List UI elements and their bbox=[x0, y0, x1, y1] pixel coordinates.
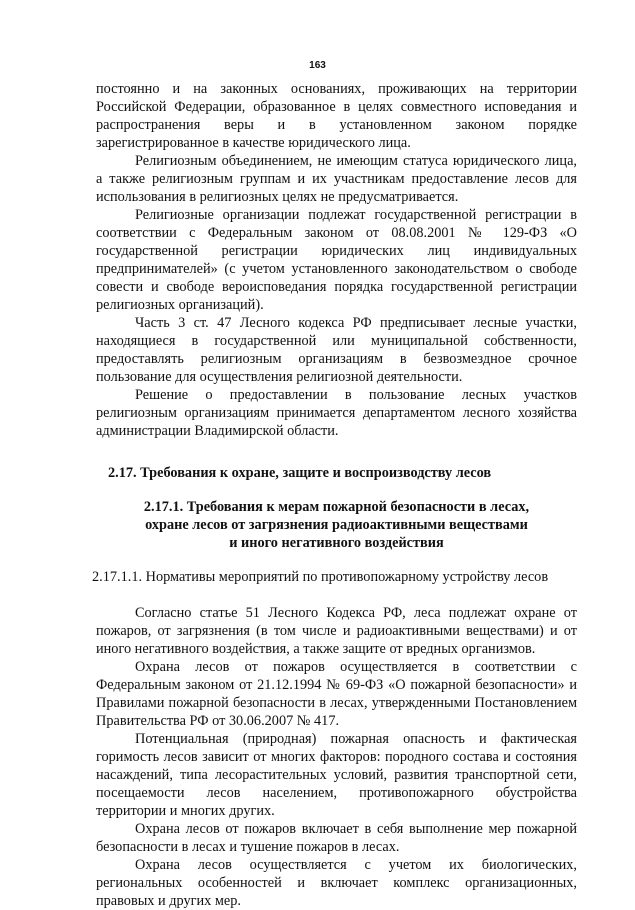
paragraph: Часть 3 ст. 47 Лесного кодекса РФ предписывает лесные участки, находящиеся в государственной или муниципальной собственности, предоставлять религиозным организациям в безвозмездное срочное пользование для осуществления религиозной деятельности. bbox=[96, 315, 577, 385]
paragraph-group-before bbox=[96, 80, 577, 440]
paragraph: Охрана лесов от пожаров осуществляется в соответствии с Федеральным законом от 21.12.1994 № 69-ФЗ «О пожарной безопасности» и Правилами пожарной безопасности в лесах, утвержденными Постановлением Правительства РФ от 30.06.2007 № 417. bbox=[96, 659, 577, 729]
paragraph: Согласно статье 51 Лесного Кодекса РФ, леса подлежат охране от пожаров, от загрязнения (в том числе и радиоактивными веществами) и от иного негативного воздействия, а также защите от вредных организмов. bbox=[96, 605, 577, 657]
paragraph: Потенциальная (природная) пожарная опасность и фактическая горимость лесов зависит от многих факторов: породного состава и состояния насаждений, типа лесорастительных условий, развития транспортной сети, посещаемости лесов населением, противопожарного обустройства территории и многих других. bbox=[96, 731, 577, 819]
subsection-heading-line: охране лесов от загрязнения радиоактивными веществами bbox=[145, 517, 528, 533]
paragraph: Решение о предоставлении в пользование лесных участков религиозным организациям принимается департаментом лесного хозяйства администрации Владимирской области. bbox=[96, 387, 577, 439]
subsection-heading-line: и иного негативного воздействия bbox=[229, 535, 444, 551]
subsection-heading-line: 2.17.1. Требования к мерам пожарной безопасности в лесах, bbox=[143, 499, 530, 515]
page-number: 163 bbox=[309, 60, 326, 71]
document-body bbox=[92, 80, 577, 910]
subsection-heading bbox=[96, 498, 577, 552]
section-heading: 2.17. Требования к охране, защите и воспроизводству лесов bbox=[108, 465, 492, 481]
paragraph: Религиозным объединением, не имеющим статуса юридического лица, а также религиозным группам и их участникам предоставление лесов для использования в религиозных целях не предусматривается. bbox=[96, 153, 577, 205]
paragraph: Охрана лесов осуществляется с учетом их биологических, региональных особенностей и включает комплекс организационных, правовых и других мер. bbox=[96, 857, 577, 909]
paragraph-group-after bbox=[96, 604, 577, 910]
paragraph: постоянно и на законных основаниях, проживающих на территории Российской Федерации, образованное в целях совместного исповедания и распространения веры и в установленном законом порядке зарегистрированное в качестве юридического лица. bbox=[96, 81, 577, 151]
paragraph: Охрана лесов от пожаров включает в себя выполнение мер пожарной безопасности в лесах и тушение пожаров в лесах. bbox=[96, 821, 577, 855]
paragraph: Религиозные организации подлежат государственной регистрации в соответствии с Федеральным законом от 08.08.2001 № 129-ФЗ «О государственной регистрации юридических лиц индивидуальных предпринимателей» (с учетом установленного законодательством о свободе совести и свободе вероисповедания порядка государственной регистрации религиозных организаций). bbox=[96, 207, 577, 313]
subsubsection-heading: 2.17.1.1. Нормативы мероприятий по противопожарному устройству лесов bbox=[92, 569, 549, 585]
